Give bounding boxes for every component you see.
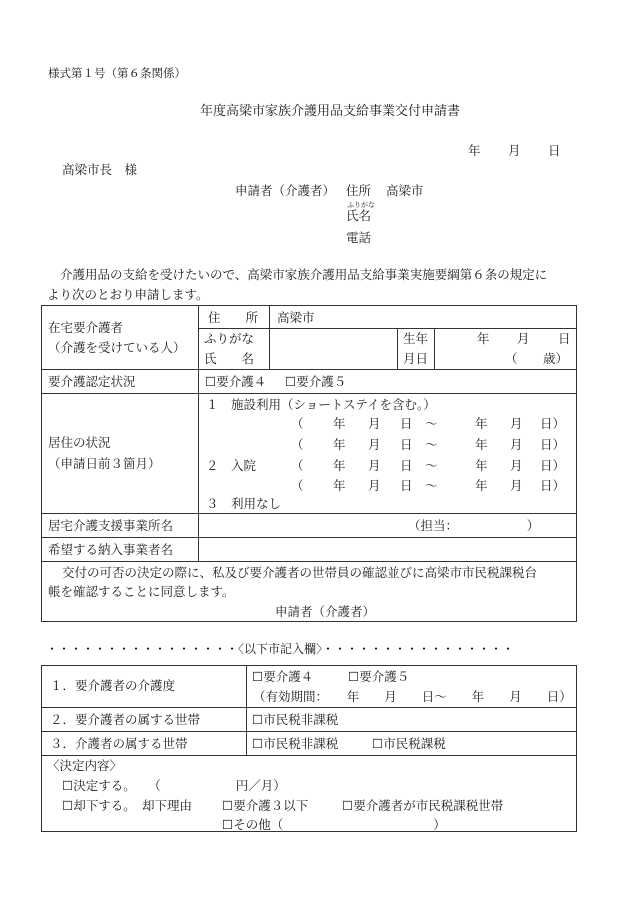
period-tilde: ～ — [425, 458, 438, 473]
caregiver-household-label: ３．介護者の属する世帯 — [50, 736, 188, 751]
period-start-year[interactable]: 年 — [333, 458, 346, 473]
period-start-month[interactable]: 月 — [368, 416, 381, 431]
consent-line2: 帳を確認することに同意します。 — [48, 584, 235, 599]
period-tilde: ～ — [425, 416, 438, 431]
period-end-year[interactable]: 年 — [475, 478, 488, 493]
period-start-day[interactable]: 日 — [400, 437, 413, 452]
period-start-day[interactable]: 日 — [400, 478, 413, 493]
birth-label-2: 月日 — [403, 351, 429, 366]
decision-label: 〈決定内容〉 — [47, 758, 123, 773]
period-start-month[interactable]: 月 — [368, 458, 381, 473]
recipient-name-label: 氏 名 — [204, 351, 255, 366]
period-open: （ — [291, 458, 304, 473]
care-recipient-sublabel: （介護を受けている人） — [48, 340, 186, 355]
period-start-year[interactable]: 年 — [333, 437, 346, 452]
period-end-month[interactable]: 月 — [510, 458, 523, 473]
reject-reason-taxed-checkbox[interactable]: ☐要介護者が市民税課税世帯 — [342, 798, 504, 813]
applicant-name-label: 氏名 — [346, 208, 372, 223]
period-end-year[interactable]: 年 — [475, 458, 488, 473]
care-office-contact[interactable]: （担当： ） — [408, 518, 540, 533]
date-year[interactable]: 年 — [468, 143, 481, 158]
consent-line1: 交付の可否の決定の際に、私及び要介護者の世帯員の確認並びに高梁市市民税課税台 — [62, 565, 538, 580]
city-use-separator: ・・・・・・・・・・・・・・・・〈以下市記入欄〉・・・・・・・・・・・・・・・・ — [46, 642, 515, 656]
period-end-month[interactable]: 月 — [510, 416, 523, 431]
caregiver-tax-exempt-checkbox[interactable]: ☐市民税非課税 — [252, 736, 339, 751]
decision-reject-checkbox[interactable]: ☐却下する。 却下理由 — [62, 798, 192, 813]
care-recipient-label: 在宅要介護者 — [48, 320, 124, 335]
intro-line1: 介護用品の支給を受けたいので、高梁市家族介護用品支給事業実施要綱第６条の規定に — [60, 267, 548, 282]
page-title: 年度高梁市家族介護用品支給事業交付申請書 — [200, 104, 461, 119]
residence-label: 居住の状況 — [48, 435, 111, 450]
care-office-label: 居宅介護支援事業所名 — [48, 518, 174, 533]
recipient-household-label: ２．要介護者の属する世帯 — [50, 712, 201, 727]
care-level-period[interactable]: （有効期間： 年 月 日～ 年 月 日） — [253, 689, 572, 704]
form-id: 様式第１号（第６条関係） — [48, 66, 186, 80]
care-level-5-checkbox[interactable]: ☐要介護５ — [348, 669, 410, 684]
period-end-year[interactable]: 年 — [475, 416, 488, 431]
applicant-phone-label: 電話 — [346, 230, 372, 245]
reject-reason-care3-checkbox[interactable]: ☐要介護３以下 — [222, 798, 309, 813]
supplier-field[interactable] — [202, 540, 572, 560]
recipient-address-label: 住 所 — [208, 310, 259, 325]
period-end-day[interactable]: 日） — [540, 416, 566, 431]
applicant-address-value[interactable]: 高梁市 — [386, 183, 424, 198]
date-month[interactable]: 月 — [508, 143, 521, 158]
supplier-label: 希望する納入事業者名 — [48, 542, 174, 557]
care-level-label: １．要介護者の介護度 — [50, 678, 176, 693]
residence-hospital[interactable]: ２ 入院 — [206, 458, 257, 473]
period-end-year[interactable]: 年 — [475, 437, 488, 452]
birth-month[interactable]: 月 — [517, 331, 530, 346]
period-end-month[interactable]: 月 — [510, 478, 523, 493]
period-start-year[interactable]: 年 — [333, 416, 346, 431]
cert-status-label: 要介護認定状況 — [48, 374, 136, 389]
decision-approve-checkbox[interactable]: ☐決定する。 （ 円／月） — [62, 778, 286, 793]
period-open: （ — [291, 416, 304, 431]
period-start-month[interactable]: 月 — [368, 437, 381, 452]
caregiver-taxed-checkbox[interactable]: ☐市民税課税 — [372, 736, 446, 751]
cert-care5-checkbox[interactable]: ☐要介護５ — [285, 374, 347, 389]
care-level-4-checkbox[interactable]: ☐要介護４ — [252, 669, 314, 684]
period-start-day[interactable]: 日 — [400, 458, 413, 473]
recipient-furigana-label: ふりがな — [204, 331, 255, 346]
period-end-day[interactable]: 日） — [540, 437, 566, 452]
period-start-month[interactable]: 月 — [368, 478, 381, 493]
reject-reason-other-checkbox[interactable]: ☐その他（ ） — [222, 817, 446, 832]
period-tilde: ～ — [425, 437, 438, 452]
period-open: （ — [291, 437, 304, 452]
consent-signer[interactable]: 申請者（介護者） — [275, 604, 376, 619]
birth-label-1: 生年 — [403, 331, 429, 346]
period-end-day[interactable]: 日） — [540, 478, 566, 493]
birth-day[interactable]: 日 — [558, 331, 571, 346]
period-open: （ — [291, 478, 304, 493]
applicant-label: 申請者（介護者） — [235, 183, 336, 198]
recipient-name-field[interactable] — [272, 331, 394, 367]
applicant-furigana: ふりがな — [347, 201, 375, 209]
residence-none[interactable]: ３ 利用なし — [206, 496, 282, 511]
recipient-address-value[interactable]: 高梁市 — [277, 310, 315, 325]
period-end-month[interactable]: 月 — [510, 437, 523, 452]
cert-care4-checkbox[interactable]: ☐要介護４ — [205, 374, 267, 389]
residence-facility[interactable]: １ 施設利用（ショートステイを含む。） — [206, 397, 436, 412]
period-start-year[interactable]: 年 — [333, 478, 346, 493]
applicant-address-label: 住所 — [346, 183, 372, 198]
addressee: 高梁市長 様 — [62, 162, 138, 177]
date-day[interactable]: 日 — [548, 143, 561, 158]
period-end-day[interactable]: 日） — [540, 458, 566, 473]
birth-year[interactable]: 年 — [477, 331, 490, 346]
period-tilde: ～ — [425, 478, 438, 493]
residence-sublabel: （申請日前３箇月） — [48, 456, 161, 471]
age-close[interactable]: 歳） — [543, 351, 569, 366]
recipient-tax-exempt-checkbox[interactable]: ☐市民税非課税 — [252, 712, 339, 727]
period-start-day[interactable]: 日 — [400, 416, 413, 431]
intro-line2: より次のとおり申請します。 — [47, 287, 209, 302]
age-open: （ — [505, 351, 518, 366]
